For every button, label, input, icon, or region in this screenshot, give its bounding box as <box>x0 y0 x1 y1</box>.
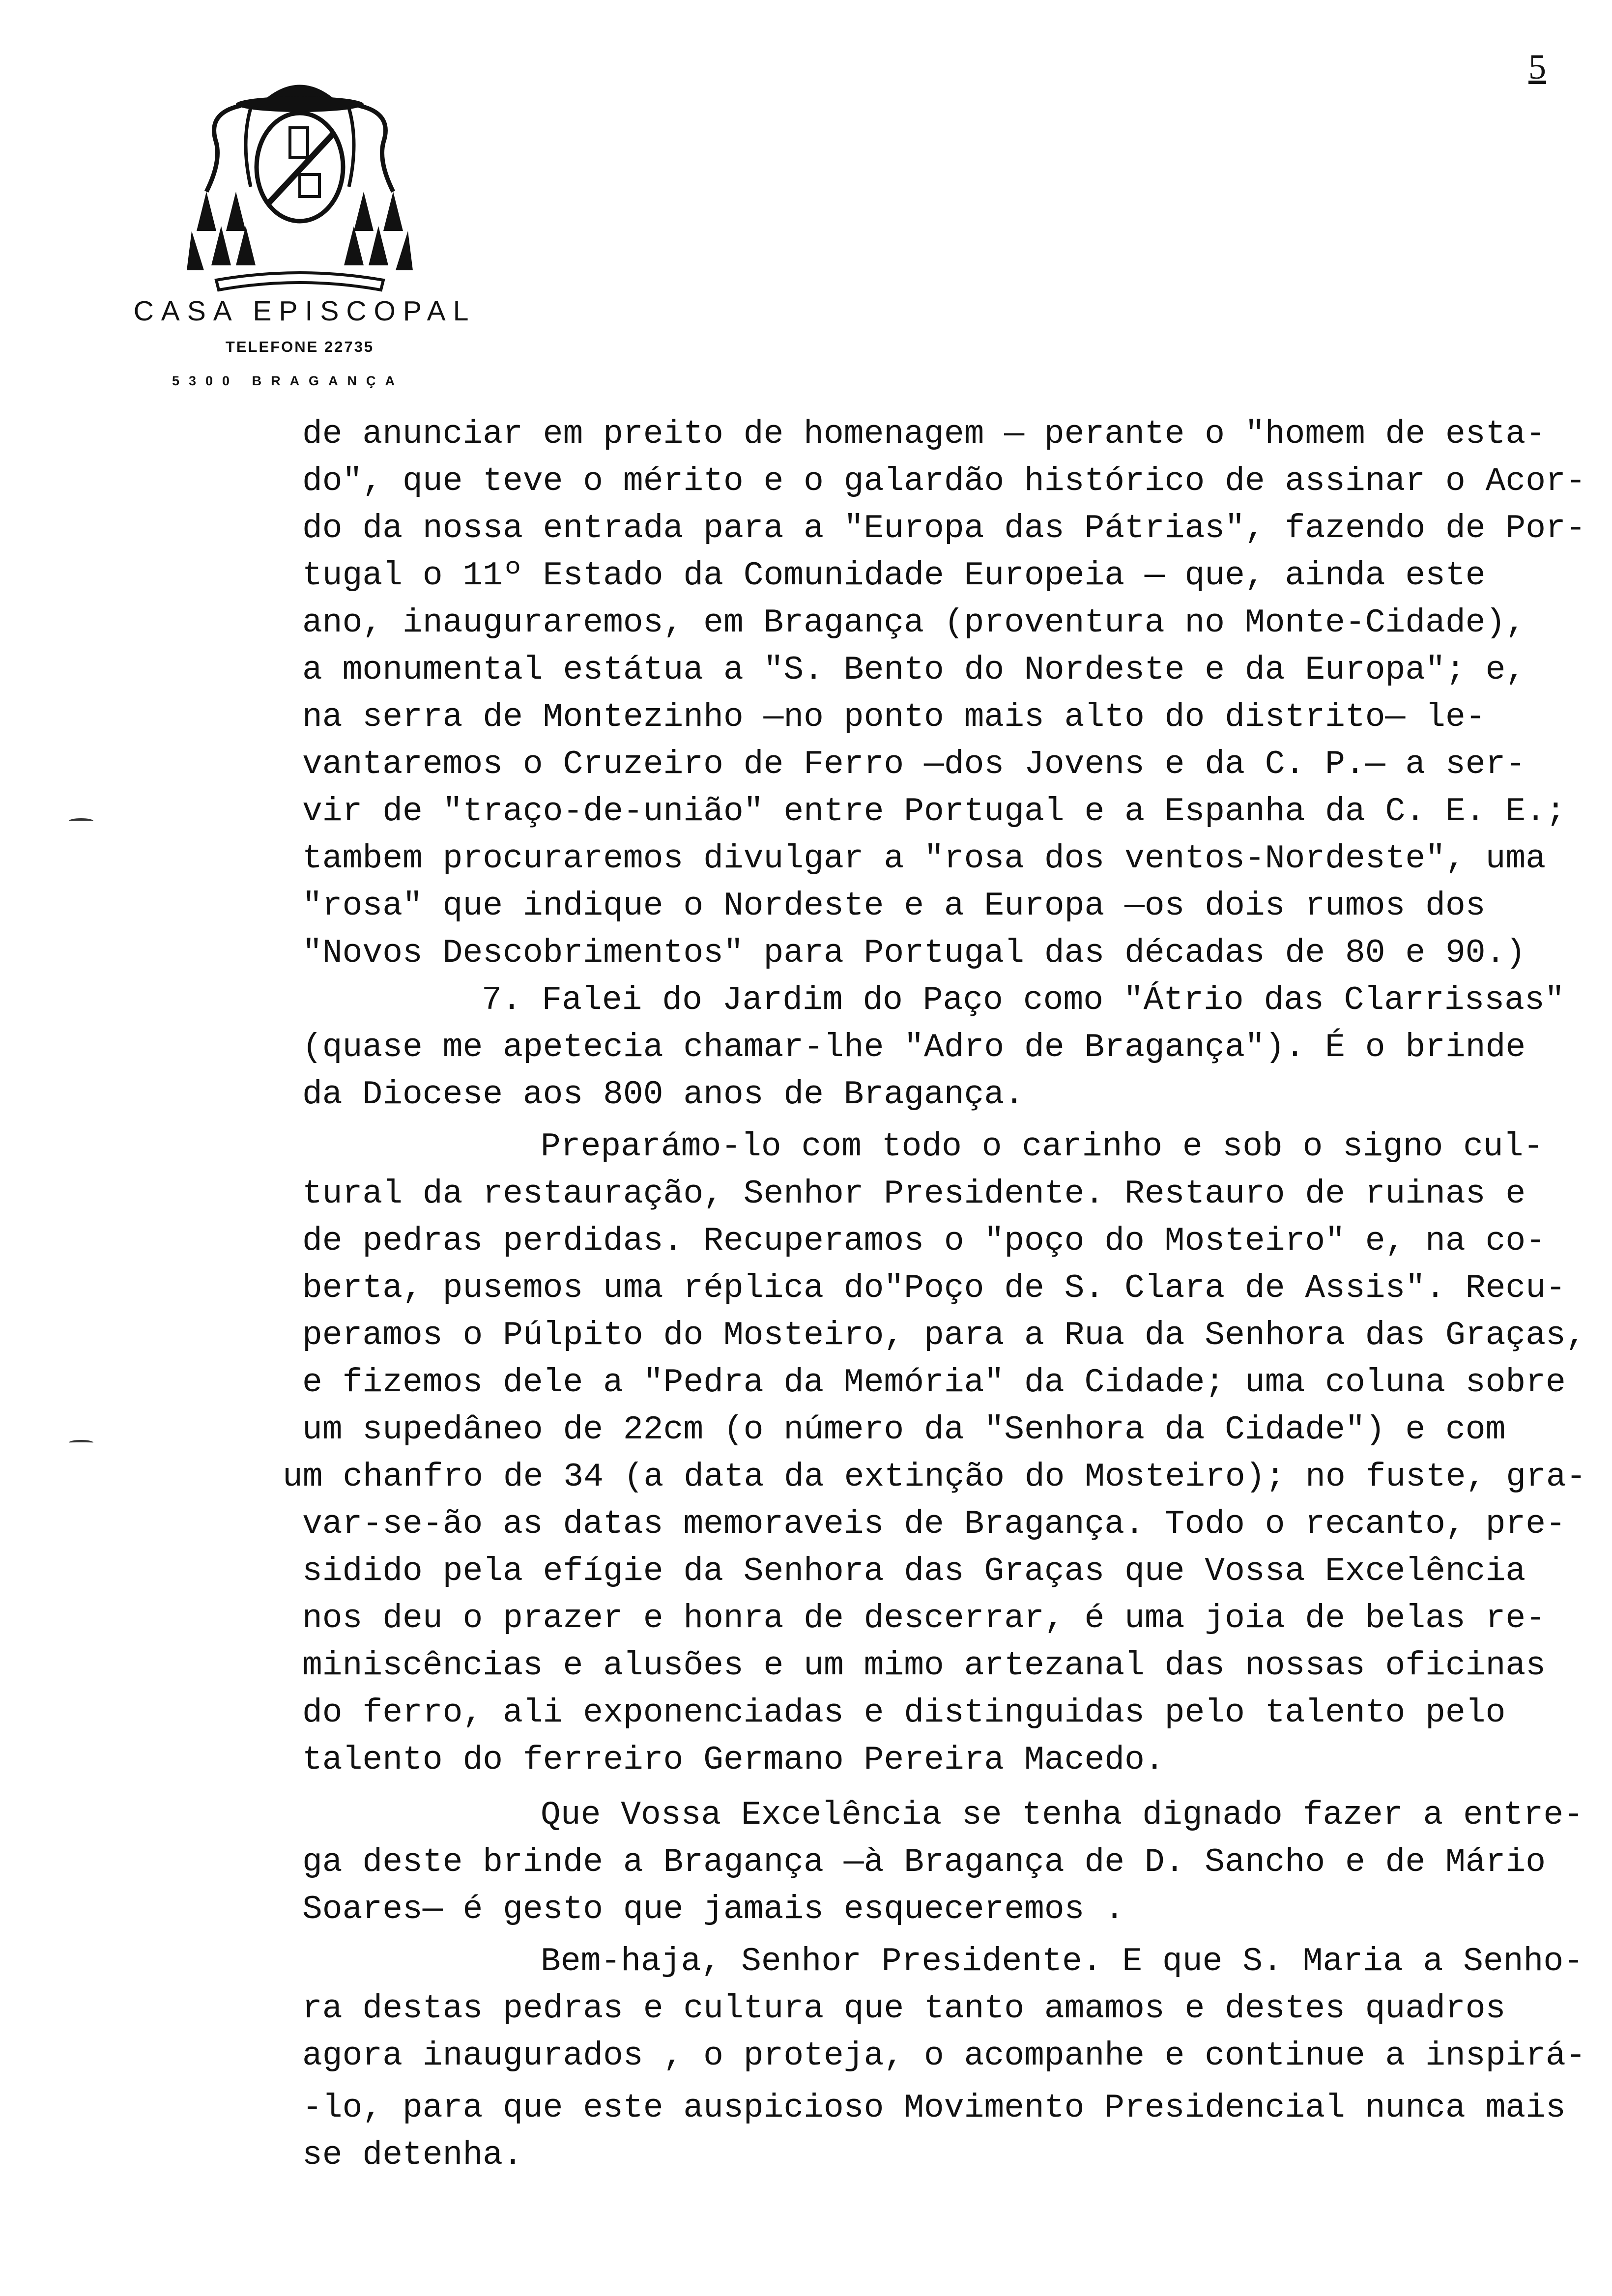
body-line: peramos o Púlpito do Mosteiro, para a Rua da Senhora das Graças, <box>302 1317 1586 1354</box>
margin-mark <box>69 1440 93 1445</box>
episcopal-coat-of-arms-icon <box>187 69 413 300</box>
body-line: nos deu o prazer e honra de descerrar, é uma joia de belas re- <box>302 1600 1546 1637</box>
body-line: ano, inauguraremos, em Bragança (proventura no Monte-Cidade), <box>302 604 1526 642</box>
letterhead-city: 5300 BRAGANÇA <box>172 373 404 388</box>
body-line: sidido pela efígie da Senhora das Graças que Vossa Excelência <box>302 1552 1526 1590</box>
body-line: do", que teve o mérito e o galardão histórico de assinar o Acor- <box>302 462 1586 500</box>
letterhead-organization: CASA EPISCOPAL <box>133 295 476 327</box>
body-line: Bem-haja, Senhor Presidente. E que S. Maria a Senho- <box>541 1943 1583 1980</box>
margin-mark <box>69 818 93 824</box>
body-line: um supedâneo de 22cm (o número da "Senhora da Cidade") e com <box>302 1411 1506 1449</box>
body-line: "rosa" que indique o Nordeste e a Europa —os dois rumos dos <box>302 887 1486 925</box>
body-line: -lo, para que este auspicioso Movimento Presidencial nunca mais <box>302 2089 1566 2127</box>
body-line: "Novos Descobrimentos" para Portugal das décadas de 80 e 90.) <box>302 934 1526 972</box>
body-line: do ferro, ali exponenciadas e distinguidas pelo talento pelo <box>302 1694 1506 1732</box>
body-line: se detenha. <box>302 2136 523 2174</box>
page-number: 5 <box>1528 47 1546 86</box>
body-line: agora inaugurados , o proteja, o acompanhe e continue a inspirá- <box>302 2037 1586 2075</box>
letterhead <box>113 59 516 403</box>
body-line: ga deste brinde a Bragança —à Bragança de D. Sancho e de Mário <box>302 1843 1546 1881</box>
body-line: Que Vossa Excelência se tenha dignado fazer a entre- <box>541 1796 1583 1834</box>
body-line: da Diocese aos 800 anos de Bragança. <box>302 1076 1025 1114</box>
body-line: ra destas pedras e cultura que tanto amamos e destes quadros <box>302 1990 1506 2028</box>
letterhead-telephone: TELEFONE 22735 <box>225 338 374 355</box>
body-line: tambem procuraremos divulgar a "rosa dos ventos-Nordeste", uma <box>302 840 1546 878</box>
body-line: um chanfro de 34 (a data da extinção do Mosteiro); no fuste, gra- <box>283 1458 1586 1496</box>
body-line: de anunciar em preito de homenagem — perante o "homem de esta- <box>302 415 1546 453</box>
body-line: Preparámo-lo com todo o carinho e sob o signo cul- <box>541 1128 1544 1166</box>
body-line: var-se-ão as datas memoraveis de Bragança. Todo o recanto, pre- <box>302 1505 1566 1543</box>
body-line: a monumental estátua a "S. Bento do Nordeste e da Europa"; e, <box>302 651 1526 689</box>
body-line: talento do ferreiro Germano Pereira Macedo. <box>302 1741 1165 1779</box>
body-line: miniscências e alusões e um mimo artezanal das nossas oficinas <box>302 1647 1546 1685</box>
body-line: (quase me apetecia chamar-lhe "Adro de Bragança"). É o brinde <box>302 1029 1526 1066</box>
body-line: tural da restauração, Senhor Presidente. Restauro de ruinas e <box>302 1175 1526 1213</box>
body-line: berta, pusemos uma réplica do"Poço de S. Clara de Assis". Recu- <box>302 1269 1566 1307</box>
body-line: e fizemos dele a "Pedra da Memória" da Cidade; uma coluna sobre <box>302 1364 1566 1402</box>
body-line: de pedras perdidas. Recuperamos o "poço do Mosteiro" e, na co- <box>302 1222 1546 1260</box>
body-line: Soares— é gesto que jamais esqueceremos . <box>302 1891 1125 1928</box>
body-line: tugal o 11º Estado da Comunidade Europeia — que, ainda este <box>302 557 1486 595</box>
body-line: na serra de Montezinho —no ponto mais alto do distrito— le- <box>302 698 1486 736</box>
body-line: 7. Falei do Jardim do Paço como "Átrio das Clarrissas" <box>482 981 1565 1019</box>
body-line: do da nossa entrada para a "Europa das Pátrias", fazendo de Por- <box>302 510 1586 547</box>
body-line: vir de "traço-de-união" entre Portugal e a Espanha da C. E. E.; <box>302 793 1566 831</box>
body-line: vantaremos o Cruzeiro de Ferro —dos Jovens e da C. P.— a ser- <box>302 746 1526 783</box>
